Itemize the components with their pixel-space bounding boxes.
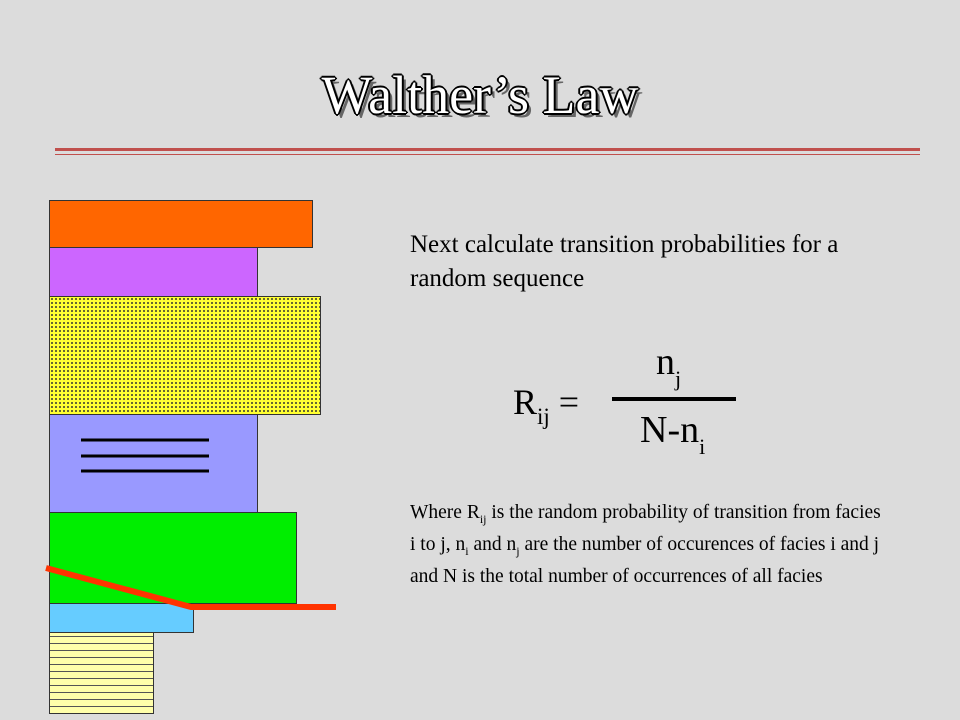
layer-green (49, 512, 297, 604)
formula-lhs (513, 380, 579, 439)
title-rule-thick (55, 148, 920, 151)
numerator-symbol: n (656, 341, 675, 383)
layer-purple (49, 247, 258, 297)
slide-title: Walther’s Law (321, 65, 639, 125)
formula-denominator (640, 408, 705, 469)
layer-blue-laminated (49, 414, 258, 513)
denominator-symbol: N-n (640, 409, 700, 451)
denominator-subscript: i (699, 434, 706, 459)
layer-pale-yellow-dashed (49, 632, 154, 714)
title-rule-thin (55, 154, 920, 155)
numerator-subscript: j (675, 366, 682, 391)
layer-orange (49, 200, 313, 248)
formula-lhs-subscript: ij (537, 404, 550, 429)
intro-text: Next calculate transition probabilities for a random sequence (410, 231, 839, 292)
layer-yellow-stippled (49, 296, 321, 415)
definition-note: Where $R_{ij}$ is the random probability of transition from facies i to j, $n_i$ and $n_j$ are the number of occurences of facies i and j and N is the total number of occurrences of all facies (410, 502, 881, 587)
formula-numerator (656, 340, 681, 401)
formula-lhs-symbol: R (513, 382, 538, 422)
formula-equals: = (549, 382, 580, 422)
fraction-bar (612, 397, 736, 401)
